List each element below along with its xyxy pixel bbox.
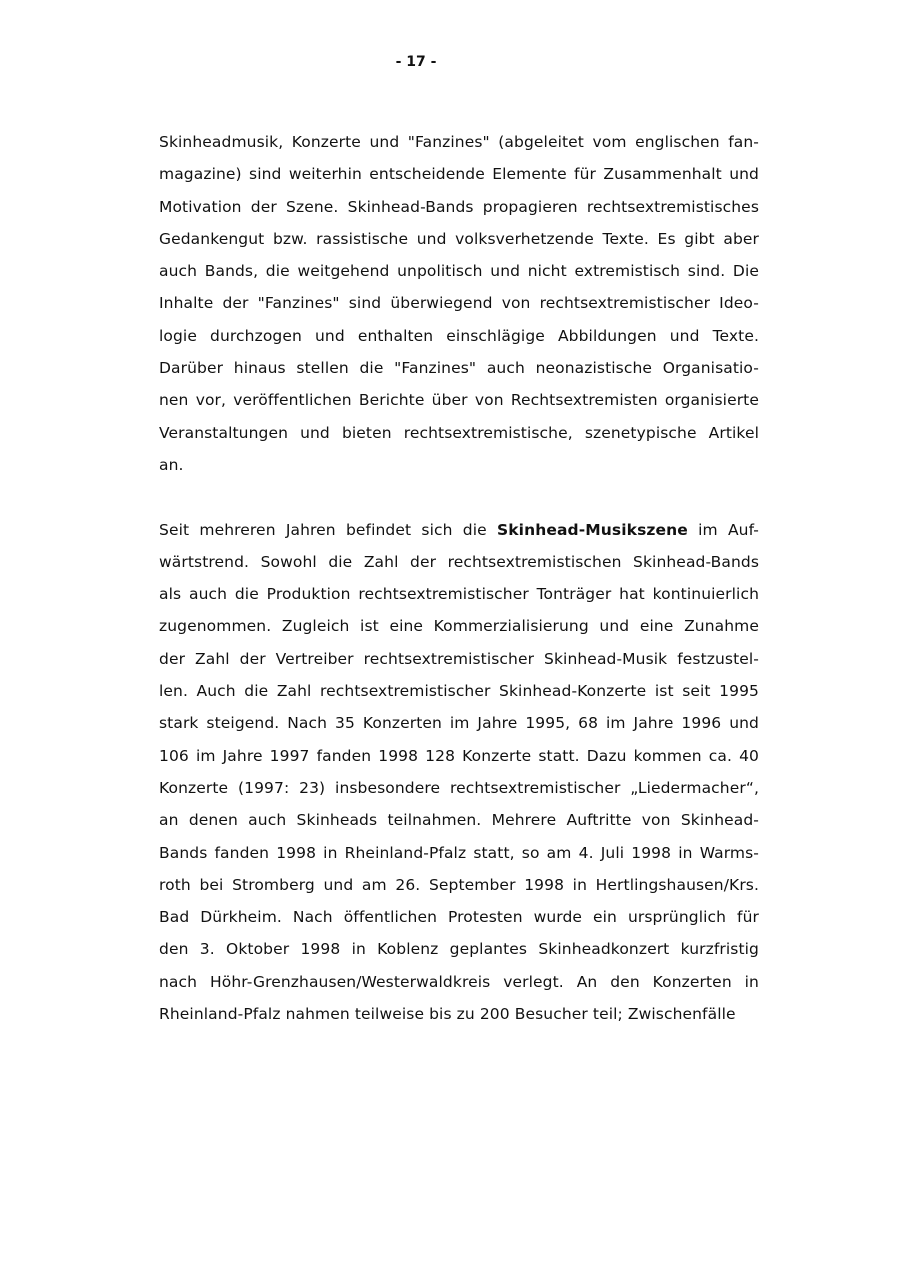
text-line: Bands fanden 1998 in Rheinland-Pfalz statt, so am 4. Juli 1998 in Warms- — [159, 843, 759, 862]
text-line: Gedankengut bzw. rassistische und volksverhetzende Texte. Es gibt aber — [159, 229, 759, 248]
document-body — [159, 126, 759, 1030]
text-line: Skinheadmusik, Konzerte und "Fanzines" (abgeleitet vom englischen fan- — [159, 133, 759, 151]
page-number: - 17 - — [395, 54, 437, 70]
text-line: len. Auch die Zahl rechtsextremistischer Skinhead-Konzerte ist seit 1995 — [159, 682, 759, 701]
text-line: der Zahl der Vertreiber rechtsextremistischer Skinhead-Musik festzustel- — [159, 649, 759, 668]
text-line: Motivation der Szene. Skinhead-Bands propagieren rechtsextremistisches — [159, 197, 759, 216]
text-line: 106 im Jahre 1997 fanden 1998 128 Konzerte statt. Dazu kommen ca. 40 — [159, 746, 759, 765]
text-line: logie durchzogen und enthalten einschlägige Abbildungen und Texte. — [159, 326, 759, 345]
text-run: im Auf- — [687, 520, 759, 539]
text-line: an. — [159, 455, 184, 474]
text-line: den 3. Oktober 1998 in Koblenz geplantes Skinheadkonzert kurzfristig — [159, 940, 759, 959]
text-line: Inhalte der "Fanzines" sind überwiegend von rechtsextremistischer Ideo- — [159, 294, 759, 313]
text-line: Darüber hinaus stellen die "Fanzines" auch neonazistische Organisatio- — [159, 359, 759, 378]
paragraph-gap — [159, 481, 759, 513]
text-line: magazine) sind weiterhin entscheidende Elemente für Zusammenhalt und — [159, 165, 759, 184]
text-line: wärtstrend. Sowohl die Zahl der rechtsextremistischen Skinhead-Bands — [159, 552, 759, 571]
text-line: stark steigend. Nach 35 Konzerten im Jahre 1995, 68 im Jahre 1996 und — [159, 714, 759, 733]
text-line: zugenommen. Zugleich ist eine Kommerzialisierung und eine Zunahme — [159, 617, 759, 636]
paragraph-2 — [159, 514, 759, 1031]
emphasis-term: Skinhead-Musikszene — [497, 520, 688, 539]
paragraph-1 — [159, 126, 759, 481]
text-line: roth bei Stromberg und am 26. September 1998 in Hertlingshausen/Krs. — [159, 875, 759, 894]
text-line: Konzerte (1997: 23) insbesondere rechtsextremistischer „Liedermacher“, — [159, 778, 759, 797]
text-line: Bad Dürkheim. Nach öffentlichen Protesten wurde ein ursprünglich für — [159, 908, 759, 927]
text-line: an denen auch Skinheads teilnahmen. Mehrere Auftritte von Skinhead- — [159, 811, 759, 830]
text-line: auch Bands, die weitgehend unpolitisch und nicht extremistisch sind. Die — [159, 262, 759, 281]
text-line-with-emphasis — [159, 514, 759, 546]
text-line: nen vor, veröffentlichen Berichte über von Rechtsextremisten organisierte — [159, 391, 759, 410]
text-run: Seit mehreren Jahren befindet sich die — [159, 520, 498, 539]
text-line: nach Höhr-Grenzhausen/Westerwaldkreis verlegt. An den Konzerten in — [159, 972, 759, 991]
text-line: als auch die Produktion rechtsextremistischer Tonträger hat kontinuierlich — [159, 585, 759, 604]
text-line: Rheinland-Pfalz nahmen teilweise bis zu 200 Besucher teil; Zwischenfälle — [159, 1005, 736, 1024]
text-line: Veranstaltungen und bieten rechtsextremistische, szenetypische Artikel — [159, 423, 759, 442]
